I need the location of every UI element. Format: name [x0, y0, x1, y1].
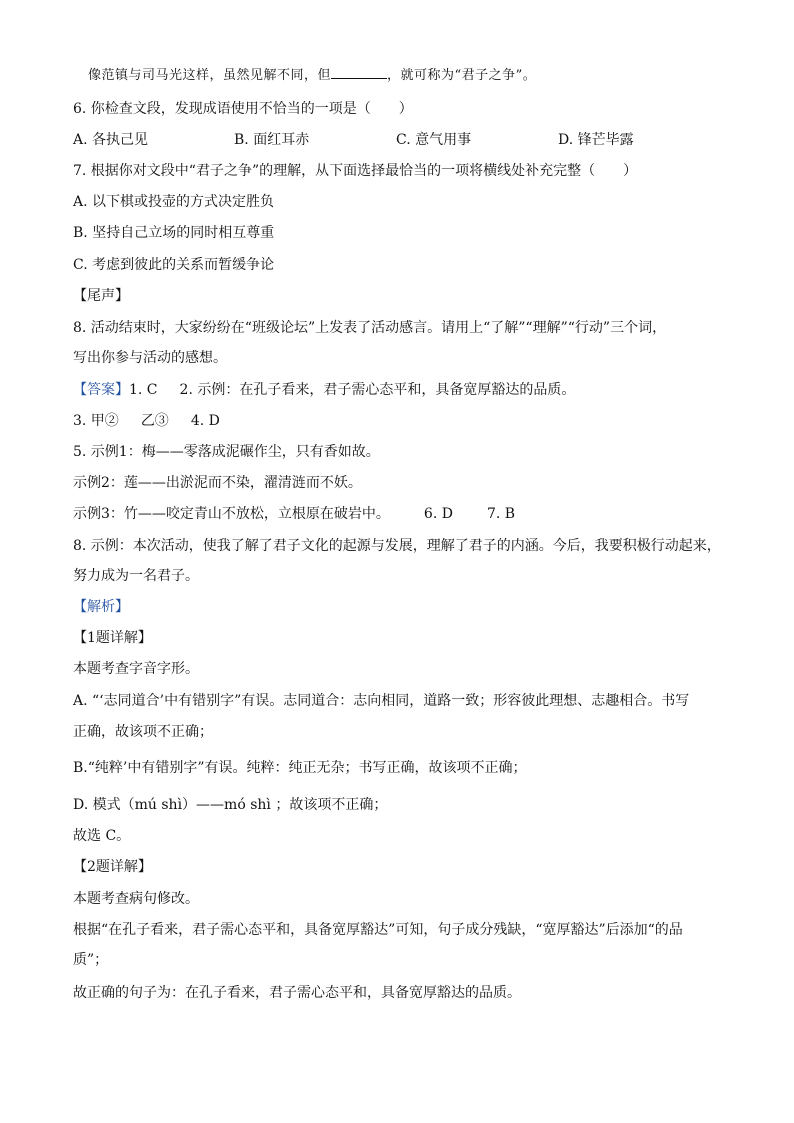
detail-1-option-a-line-2: 正确，故该项不正确；: [73, 724, 213, 740]
answer-3-part-a: 3. 甲②: [73, 413, 119, 429]
intro-sentence: [88, 64, 536, 84]
detail-1-option-a-line-1: A. “‘志同道合’中有错别字”有误。志同道合：志向相同，道路一致；形容彼此理想、志趣相合。书写: [73, 693, 690, 709]
answer-label: 【答案】: [73, 382, 129, 398]
detail-1-topic: 本题考查字音字形。: [73, 661, 199, 677]
answer-line-5: [73, 504, 515, 524]
answer-1: 1. C: [129, 382, 158, 398]
detail-1-option-b: B.“纯粹’中有错别字”有误。纯粹：纯正无杂；书写正确，故该项不正确；: [73, 760, 527, 776]
option-c[interactable]: C. 意气用事: [396, 132, 472, 148]
question-7-option-b[interactable]: B. 坚持自己立场的同时相互尊重: [73, 225, 275, 241]
answer-3-part-b: 乙③: [140, 413, 169, 429]
intro-text-after: ，就可称为“君子之争”。: [387, 68, 537, 83]
question-8-line-2: 写出你参与活动的感想。: [73, 350, 227, 366]
question-7-option-c[interactable]: C. 考虑到彼此的关系而暂缓争论: [73, 257, 275, 273]
answer-7: 7. B: [486, 506, 516, 522]
detail-2-paragraph-line-2: 质”；: [73, 952, 109, 968]
detail-2-topic: 本题考查病句修改。: [73, 891, 199, 907]
option-b[interactable]: B. 面红耳赤: [234, 132, 310, 148]
detail-1-choice: 故选 C。: [73, 828, 131, 844]
intro-text-before: 像范镇与司马光这样，虽然见解不同，但: [88, 68, 332, 83]
detail-2-paragraph-line-1: 根据“在孔子看来，君子需心态平和，具备宽厚豁达”可知，句子成分残缺，“宽厚豁达”后添加“的品: [73, 922, 683, 938]
question-7-stem: 7. 根据你对文段中“君子之争”的理解，从下面选择最恰当的一项将横线处补充完整（ ）: [73, 163, 638, 179]
answer-8-line-2: 努力成为一名君子。: [73, 568, 199, 584]
detail-1-option-d: D. 模式（mú shì）——mó shì ；故该项不正确；: [73, 797, 388, 813]
question-8-line-1: 8. 活动结束时，大家纷纷在“班级论坛”上发表了活动感言。请用上“了解”“理解”“行动”三个词，: [73, 320, 667, 336]
answer-line-1: [73, 380, 575, 400]
answer-8-line-1: 8. 示例：本次活动，使我了解了君子文化的起源与发展，理解了君子的内涵。今后，我要积极行动起来，: [73, 538, 721, 554]
answer-5-example-1: 5. 示例1：梅——零落成泥碾作尘，只有香如故。: [73, 444, 380, 460]
answer-6: 6. D: [423, 506, 453, 522]
detail-2-corrected-sentence: 故正确的句子为：在孔子看来，君子需心态平和，具备宽厚豁达的品质。: [73, 985, 521, 1001]
question-6-stem: 6. 你检查文段，发现成语使用不恰当的一项是（ ）: [73, 101, 413, 117]
question-7-option-a[interactable]: A. 以下棋或投壶的方式决定胜负: [73, 194, 275, 210]
coda-heading: 【尾声】: [73, 288, 129, 304]
answer-5-example-2: 示例2：莲——出淤泥而不染，濯清涟而不妖。: [73, 475, 362, 491]
option-d[interactable]: D. 锋芒毕露: [558, 132, 634, 148]
answer-5-example-3: 示例3：竹——咬定青山不放松，立根原在破岩中。: [73, 506, 390, 522]
detail-2-heading: 【2题详解】: [73, 859, 152, 875]
fill-blank[interactable]: [331, 64, 387, 79]
answer-line-2: [73, 411, 220, 431]
question-6-options: [73, 130, 733, 150]
analysis-label: 【解析】: [73, 599, 129, 615]
answer-2: 2. 示例：在孔子看来，君子需心态平和，具备宽厚豁达的品质。: [179, 382, 576, 398]
option-a[interactable]: A. 各执己见: [73, 132, 149, 148]
answer-4: 4. D: [190, 413, 220, 429]
detail-1-heading: 【1题详解】: [73, 630, 152, 646]
